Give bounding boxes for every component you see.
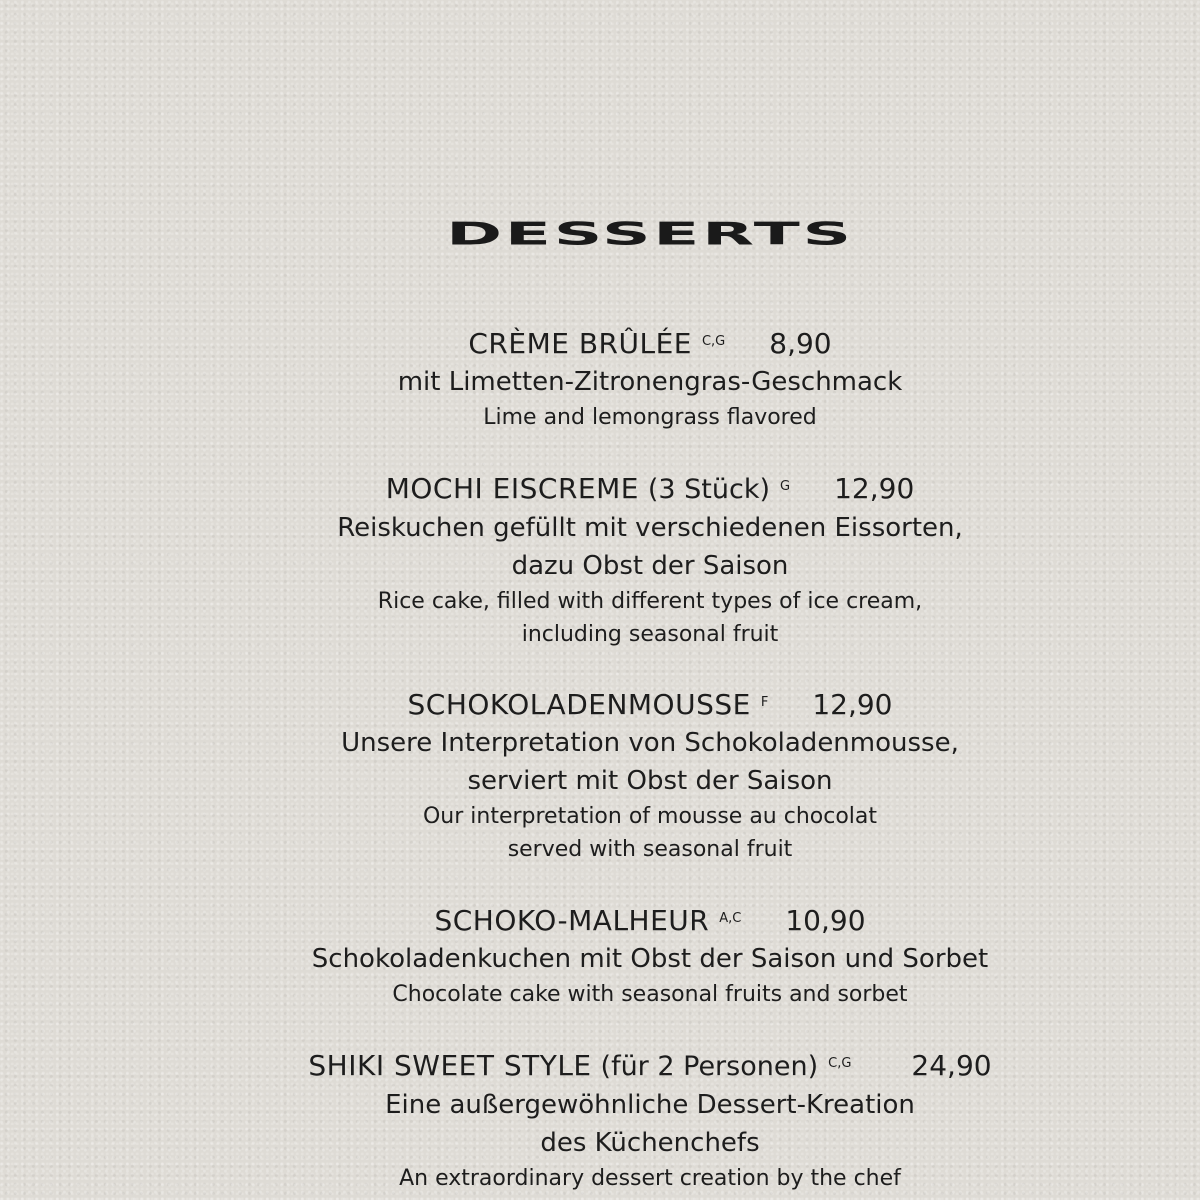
item-name: SCHOKOLADENMOUSSE	[407, 688, 751, 721]
english-description: including seasonal fruit	[521, 622, 779, 647]
item-name: SCHOKO-MALHEUR	[434, 904, 710, 937]
english-description: Chocolate cake with seasonal fruits and sorbet	[392, 982, 908, 1007]
menu-item-mochi-eiscreme	[150, 470, 1150, 651]
item-heading	[150, 325, 1150, 363]
menu-title-text: DESSERTS	[446, 216, 854, 252]
english-description: Lime and lemongrass flavored	[483, 405, 817, 430]
item-price: 24,90	[911, 1049, 992, 1082]
english-description: Rice cake, filled with different types of ice cream,	[377, 589, 923, 614]
item-qualifier: (3 Stück)	[647, 474, 771, 505]
allergen-codes: C,G	[701, 334, 726, 349]
item-heading	[150, 470, 1150, 509]
german-description: serviert mit Obst der Saison	[467, 766, 833, 796]
item-name: CRÈME BRÛLÉE	[468, 327, 692, 360]
allergen-codes: A,C	[719, 911, 742, 926]
allergen-codes: G	[780, 479, 791, 494]
allergen-codes: F	[760, 695, 769, 710]
english-description: An extraordinary dessert creation by the chef	[399, 1166, 901, 1191]
english-description: Our interpretation of mousse au chocolat	[422, 804, 878, 829]
item-price: 12,90	[834, 472, 915, 505]
item-price: 8,90	[769, 327, 832, 360]
english-description: served with seasonal fruit	[507, 837, 793, 862]
menu-item-creme-brulee	[150, 325, 1150, 434]
menu-item-schokoladenmousse	[150, 686, 1150, 866]
german-description: des Küchenchefs	[540, 1128, 760, 1158]
german-description: Schokoladenkuchen mit Obst der Saison und Sorbet	[311, 944, 989, 974]
menu-title	[150, 204, 1150, 264]
german-description: Eine außergewöhnliche Dessert-Kreation	[385, 1090, 915, 1120]
item-price: 10,90	[785, 904, 866, 937]
item-name: SHIKI SWEET STYLE	[308, 1049, 592, 1082]
item-heading	[150, 902, 1150, 940]
item-price: 12,90	[812, 688, 893, 721]
item-heading	[150, 686, 1150, 724]
allergen-codes: C,G	[828, 1056, 852, 1071]
item-heading	[150, 1047, 1150, 1086]
item-qualifier: (für 2 Personen)	[600, 1051, 819, 1082]
german-description: Unsere Interpretation von Schokoladenmousse,	[341, 728, 959, 758]
menu-item-schoko-malheur	[150, 902, 1150, 1011]
german-description: Reiskuchen gefüllt mit verschiedenen Eissorten,	[337, 513, 963, 543]
german-description: mit Limetten-Zitronengras-Geschmack	[397, 367, 903, 397]
menu-item-shiki-sweet-style	[150, 1047, 1150, 1195]
item-name: MOCHI EISCREME	[385, 472, 639, 505]
german-description: dazu Obst der Saison	[511, 551, 789, 581]
